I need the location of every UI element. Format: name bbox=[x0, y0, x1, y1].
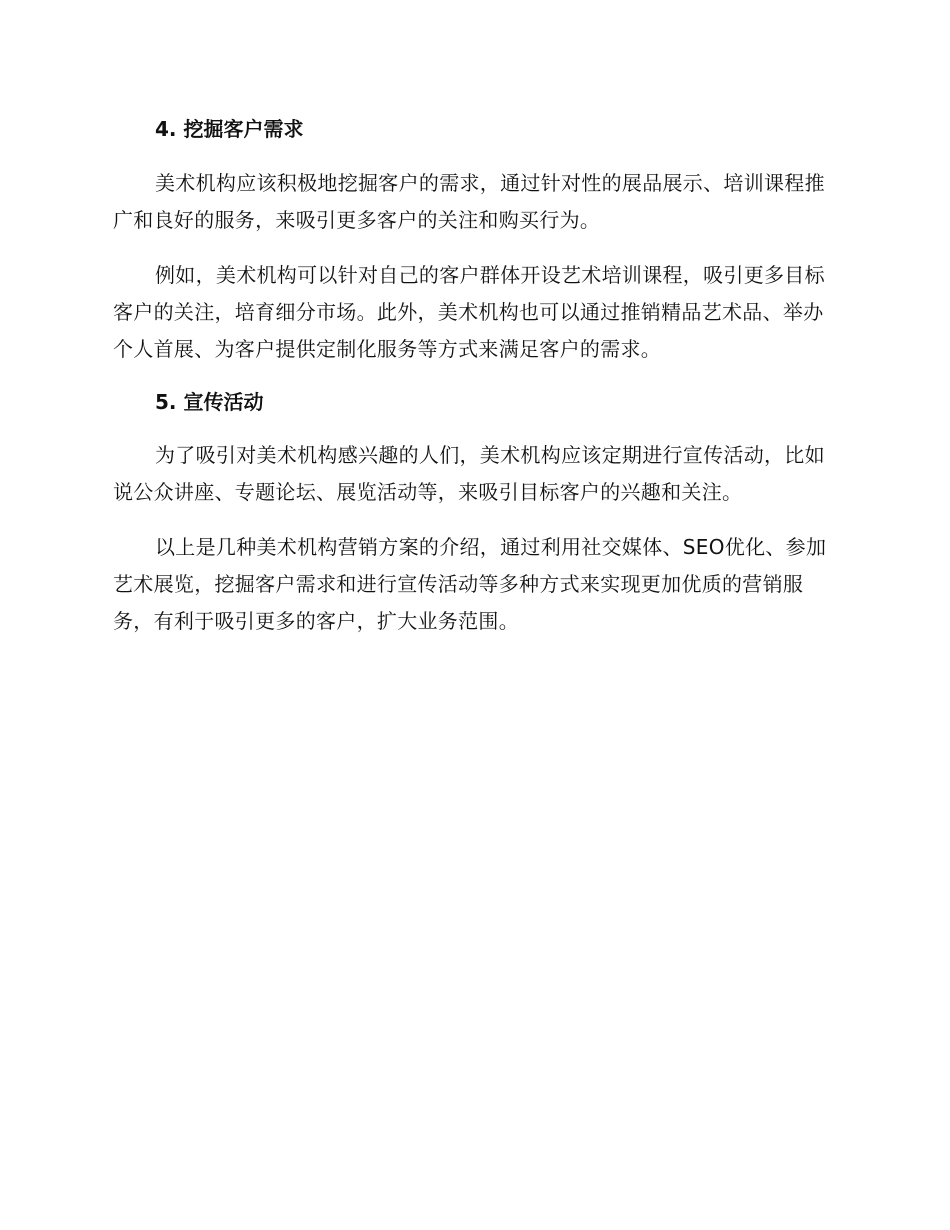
document-body bbox=[113, 113, 831, 640]
paragraph: 以上是几种美术机构营销方案的介绍，通过利用社交媒体、SEO优化、参加艺术展览，挖掘客户需求和进行宣传活动等多种方式来实现更加优质的营销服务，有利于吸引更多的客户，扩大业务范围。 bbox=[113, 535, 827, 633]
paragraph: 美术机构应该积极地挖掘客户的需求，通过针对性的展品展示、培训课程推广和良好的服务，来吸引更多客户的关注和购买行为。 bbox=[113, 171, 825, 232]
section-heading-promotion: 5. 宣传活动 bbox=[155, 390, 264, 414]
paragraph: 为了吸引对美术机构感兴趣的人们，美术机构应该定期进行宣传活动，比如说公众讲座、专题论坛、展览活动等，来吸引目标客户的兴趣和关注。 bbox=[113, 443, 825, 504]
paragraph: 例如，美术机构可以针对自己的客户群体开设艺术培训课程，吸引更多目标客户的关注，培育细分市场。此外，美术机构也可以通过推销精品艺术品、举办个人首展、为客户提供定制化服务等方式来满足客户的需求。 bbox=[113, 263, 825, 361]
section-heading-customer-needs: 4. 挖掘客户需求 bbox=[155, 117, 304, 141]
